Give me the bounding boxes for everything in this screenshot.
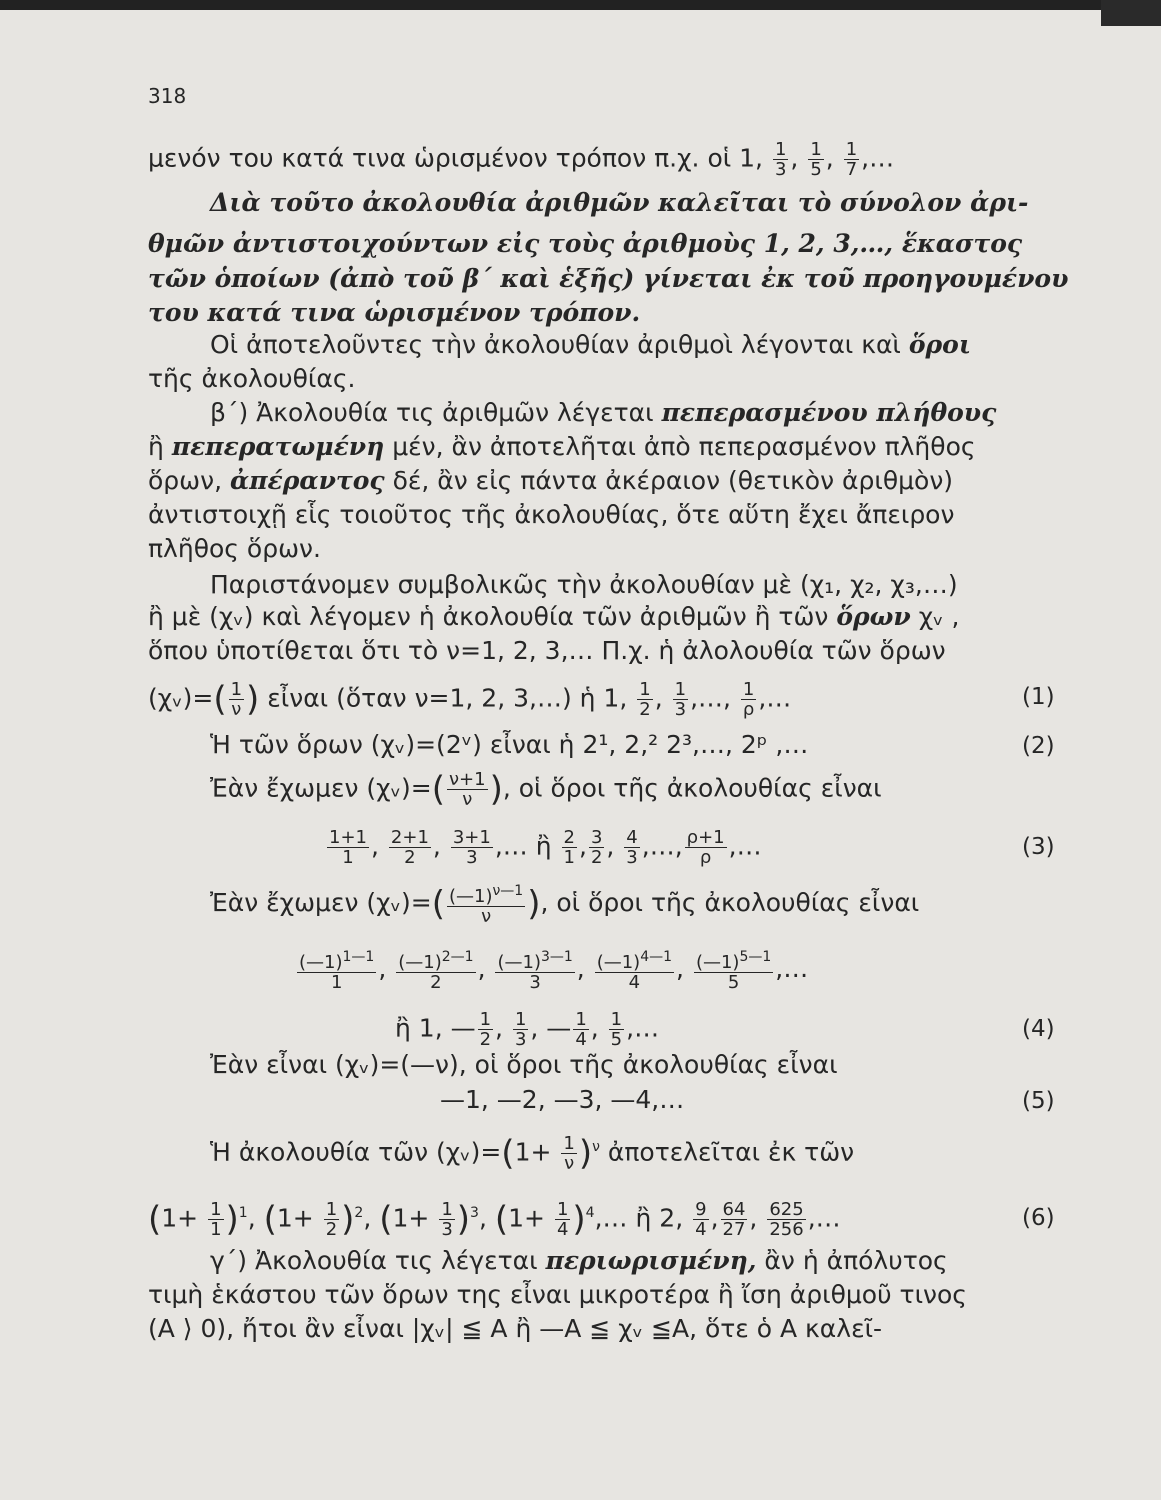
text: μενόν του κατά τινα ὡρισμένον τρόπον π.χ. οἱ 1, — [148, 143, 764, 173]
equation-6: (1+ $\frac{1}{1}$ )$^1$, (1+ $\frac{1}{2}$ )$^2$, (1+ $\frac{1}{3}$ )$^3$, (1+ $\frac{1}{4}$ )$^4$,… ἢ 2, $\frac{9}{4}$ , $\frac{64}{27}$ , $\frac{625}{256}$ ,… — [148, 1198, 841, 1240]
definition-line: θμῶν ἀντιστοιχούντων εἰς τοὺς ἀριθμοὺς 1, 2, 3,…, ἕκαστος — [148, 229, 1023, 258]
equation-number: (6) — [1022, 1205, 1055, 1231]
page-number: 318 — [148, 84, 187, 108]
text: ἢ — [535, 831, 552, 861]
text-line: πλῆθος ὅρων. — [148, 534, 321, 563]
scan-border-top — [0, 0, 1161, 10]
text-line — [210, 330, 971, 360]
text: , οἱ ὅροι τῆς ἀκολουθίας εἶναι — [540, 888, 920, 917]
equation-number: (5) — [1022, 1088, 1055, 1114]
text: , οἱ ὅροι τῆς ἀκολουθίας εἶναι — [502, 773, 882, 803]
text: ἀποτελεῖται ἐκ τῶν — [607, 1137, 855, 1167]
text-line — [210, 398, 996, 428]
text-line: Ἐὰν εἶναι (χᵥ)=(—ν), οἱ ὅροι τῆς ἀκολουθίας εἶναι — [210, 1050, 838, 1079]
text: ὅρων, — [148, 466, 223, 495]
text-line — [148, 432, 976, 462]
equation-number: (4) — [1022, 1016, 1055, 1042]
equation-4b: ἢ 1, — $\frac{1}{2}$ , $\frac{1}{3}$ , — $\frac{1}{4}$ , $\frac{1}{5}$ ,… — [395, 1009, 660, 1050]
text-line: Ἐὰν ἔχωμεν (χᵥ)=( $\frac{(—1)^{\nu—1}}{\nu}$ ), οἱ ὅροι τῆς ἀκολουθίας εἶναι — [210, 883, 920, 927]
text: ἂν ἡ ἀπόλυτος — [764, 1246, 948, 1275]
text-line — [148, 466, 953, 496]
text: Ἡ ἀκολουθία τῶν (χᵥ)= — [210, 1137, 502, 1167]
text: (χᵥ)= — [148, 683, 214, 713]
emphasis: ὅροι — [908, 330, 971, 359]
emphasis: πεπερασμένου πλήθους — [661, 398, 997, 427]
text-line: Παριστάνομεν συμβολικῶς τὴν ἀκολουθίαν μὲ (χ₁, χ₂, χ₃,…) — [210, 570, 958, 599]
text: εἶναι (ὅταν ν=1, 2, 3,…) ἡ 1, — [267, 683, 628, 713]
text: χᵥ , — [918, 602, 960, 631]
equation-3: $\frac{1+1}{1}$ , $\frac{2+1}{2}$ , $\frac{3+1}{3}$ ,… ἢ $\frac{2}{1}$ , $\frac{3}{2}$ , $\frac{4}{3}$ ,…, $\frac{\rho+1}{\rho}$ ,… — [329, 827, 762, 868]
equation-2: Ἡ τῶν ὅρων (χᵥ)=(2ᵛ) εἶναι ἡ 2¹, 2,² 2³,…, 2ᵖ ,… — [210, 730, 809, 759]
text: Ἐὰν ἔχωμεν (χᵥ)= — [210, 773, 432, 803]
text: ἢ μὲ (χᵥ) καὶ λέγομεν ἡ ἀκολουθία τῶν ἀριθμῶν ἢ τῶν — [148, 602, 829, 631]
equation-number: (1) — [1022, 684, 1055, 710]
text: ἢ — [148, 432, 164, 461]
text: Οἱ ἀποτελοῦντες τὴν ἀκολουθίαν ἀριθμοὶ λέγονται καὶ — [210, 330, 901, 359]
equation-4a: $\frac{(—1)^{1—1}}{1}$ , $\frac{(—1)^{2—1}}{2}$ , $\frac{(—1)^{3—1}}{3}$ , $\frac{(—1)^{4—1}}{4}$ , $\frac{(—1)^{5—1}}{5}$ ,… — [299, 949, 809, 993]
equation-5: —1, —2, —3, —4,… — [440, 1085, 685, 1114]
text-line — [210, 1246, 948, 1276]
equation-number: (2) — [1022, 733, 1055, 759]
text: β΄) Ἀκολουθία τις ἀριθμῶν λέγεται — [210, 398, 654, 427]
text-line: Ἐὰν ἔχωμεν (χᵥ)=( $\frac{\nu+1}{\nu}$ ), οἱ ὅροι τῆς ἀκολουθίας εἶναι — [210, 769, 882, 810]
text-line: Ἡ ἀκολουθία τῶν (χᵥ)=(1+ $\frac{1}{\nu}$ )$^\nu$ ἀποτελεῖται ἐκ τῶν — [210, 1132, 855, 1174]
emphasis: περιωρισμένη, — [545, 1246, 757, 1275]
text: δέ, ἂν εἰς πάντα ἀκέραιον (θετικὸν ἀριθμὸν) — [392, 466, 954, 495]
text: Ἐὰν ἔχωμεν (χᵥ)= — [210, 888, 432, 917]
text: ἢ 1, — — [395, 1013, 476, 1043]
fraction: $\frac{1}{7}$ — [845, 139, 858, 180]
emphasis: πεπερατωμένη — [171, 432, 385, 461]
text-line: (A ⟩ 0), ἤτοι ἂν εἶναι |χᵥ| ≦ A ἢ —A ≦ χᵥ ≦A, ὅτε ὁ A καλεῖ- — [148, 1314, 883, 1343]
equation-1: (χᵥ)=( $\frac{1}{\nu}$ ) εἶναι (ὅταν ν=1, 2, 3,…) ἡ 1, $\frac{1}{2}$ , $\frac{1}{3}$ ,…, $\frac{1}{\rho}$ ,… — [148, 679, 792, 720]
definition-line: του κατά τινα ὡρισμένον τρόπον. — [148, 298, 641, 327]
definition-line: Διὰ τοῦτο ἀκολουθία ἀριθμῶν καλεῖται τὸ σύνολον ἀρι- — [210, 188, 1029, 217]
text-line: ὅπου ὑποτίθεται ὅτι τὸ ν=1, 2, 3,… Π.χ. ἡ ἀλολουθία τῶν ὅρων — [148, 636, 946, 665]
scan-border-corner — [1101, 0, 1161, 26]
text: γ΄) Ἀκολουθία τις λέγεται — [210, 1246, 538, 1275]
fraction: $\frac{1}{3}$ — [774, 139, 787, 180]
text-line: τῆς ἀκολουθίας. — [148, 364, 356, 393]
emphasis: ὅρων — [836, 602, 911, 631]
text-line: ἀντιστοιχῇ εἷς τοιοῦτος τῆς ἀκολουθίας, ὅτε αὕτη ἔχει ἄπειρον — [148, 500, 955, 529]
text-line — [148, 602, 959, 632]
equation-number: (3) — [1022, 834, 1055, 860]
text: ἢ 2, — [635, 1203, 684, 1233]
fraction: $\frac{1}{5}$ — [810, 139, 822, 180]
text: ,… — [861, 143, 895, 173]
text-line: τιμὴ ἑκάστου τῶν ὅρων της εἶναι μικροτέρα ἢ ἴση ἀριθμοῦ τινος — [148, 1280, 967, 1309]
text-line: μενόν του κατά τινα ὡρισμένον τρόπον π.χ. οἱ 1, $\frac{1}{3}$ , $\frac{1}{5}$ , $\frac{1}{7}$ ,… — [148, 139, 895, 180]
text: μέν, ἂν ἀποτελῆται ἀπὸ πεπερασμένον πλῆθος — [392, 432, 976, 461]
emphasis: ἀπέραντος — [229, 466, 385, 495]
definition-line: τῶν ὁποίων (ἀπὸ τοῦ β΄ καὶ ἑξῆς) γίνεται ἐκ τοῦ προηγουμένου — [148, 264, 1069, 293]
